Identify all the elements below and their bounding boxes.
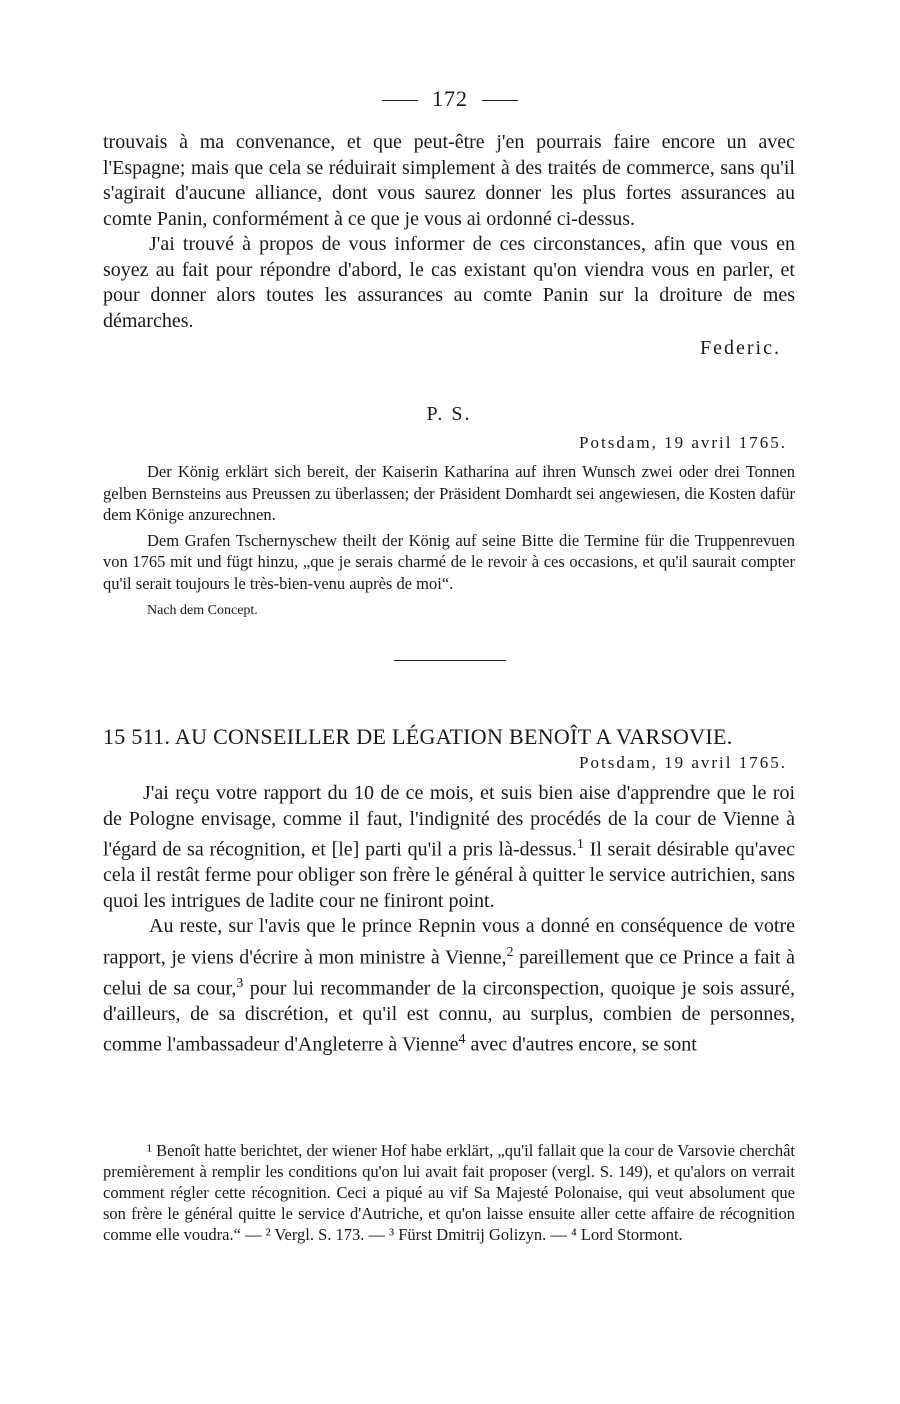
letter [103,724,795,1059]
ps-dateline: Potsdam, 19 avril 1765. [579,432,787,452]
page-number: 172 [432,86,468,111]
paragraph-text: pareillement que ce Prince a fait à celui de sa cour, [103,946,795,1000]
letter-dateline: Potsdam, 19 avril 1765. [579,752,787,772]
footnotes [103,1140,795,1245]
source-note: Nach dem Concept. [147,603,258,618]
paragraph-text: Il serait désirable qu'avec cela il restât ferme pour obliger son frère le général à quitter le service autrichien, sans quoi les intrigues de ladite cour ne finiront point. [103,838,795,912]
paragraph: J'ai trouvé à propos de vous informer de ces circonstances, afin que vous en soyez au fait pour répondre d'abord, le cas existant qu'on viendra vous en parler, et pour donner alors toutes les assurances au comte Panin sur la droiture de mes démarches. [103,233,795,332]
ps-heading: P. S. [426,403,472,425]
footnote-ref: 1 [576,837,584,852]
signature: Federic. [700,337,781,359]
paragraph-text: pour lui recommander de la circonspection, quoique je sois assuré, d'ailleurs, de sa discrétion, et qu'il est connu, au surplus, combien de personnes, comme l'ambassadeur d'Angleterre à Vienne [103,977,796,1057]
paragraph [103,914,795,1058]
letter-heading [103,724,795,750]
letter-title: AU CONSEILLER DE LÉGATION BENOÎT A VARSOVIE. [174,724,733,749]
letter-number: 15 511. [103,724,171,749]
footnote-text: ¹ Benoît hatte berichtet, der wiener Hof habe erklärt, „qu'il fallait que la cour de Varsovie cherchât premièrement à remplir les conditions qu'on lui avait fait proposer (vergl. S. 149), et qu'alors on verrait comment régler cette récognition. Ceci a piqué au vif Sa Majesté Polonaise, qui veut absolument que son frère le général quitte le service d'Autriche, et qu'on laisse ensuite aller cette affaire de récognition comme elle voudra.“ — ² Vergl. S. 173. — ³ Fürst Dmitrij Golizyn. — ⁴ Lord Stormont. [103,1141,795,1244]
divider-left [382,100,418,101]
page-number-line [0,86,900,112]
letter-continuation [103,130,795,362]
footnote-ref: 3 [236,975,244,991]
footnote-ref: 2 [506,944,514,960]
ps-summary: Dem Grafen Tschernyschew theilt der König auf seine Bitte die Termine für die Truppenrevuen von 1765 mit und fügt hinzu, „que je serais charmé de le revoir à ces occasions, et qu'il saurait compter qu'il serait toujours le très-bien-venu auprès de moi“. [103,530,795,593]
paragraph-text: avec d'autres encore, se sont [465,1034,697,1057]
paragraph [103,781,795,914]
paragraph-text: Au reste, sur l'avis que le prince Repnin vous a donné en conséquence de votre rapport, je viens d'écrire à mon ministre à Vienne, [103,915,795,969]
divider-right [482,100,518,101]
footnote-ref: 4 [458,1032,466,1048]
ps-summary: Der König erklärt sich bereit, der Kaiserin Katharina auf ihren Wunsch zwei oder drei Tonnen gelben Bernsteins aus Preussen zu überlassen; der Präsident Domhardt sei angewiesen, die Kosten dafür dem Könige anzurechnen. [103,462,795,524]
section-divider [394,660,506,661]
paragraph: trouvais à ma convenance, et que peut-être j'en pourrais faire encore un avec l'Espagne; mais que cela se réduirait simplement à des traités de commerce, sans qu'il s'agirait d'aucune alliance, dont vous saurez donner les plus fortes assurances au comte Panin, conformément à ce que je vous ai ordonné ci-dessus. [103,131,795,230]
paragraph-text: J'ai reçu votre rapport du 10 de ce mois, et suis bien aise d'apprendre que le roi de Pologne envisage, comme il faut, l'indignité des procédés de la cour de Vienne à l'égard de sa récognition, et [le] parti qu'il a pris là-dessus. [103,782,795,861]
postscript [103,402,795,622]
